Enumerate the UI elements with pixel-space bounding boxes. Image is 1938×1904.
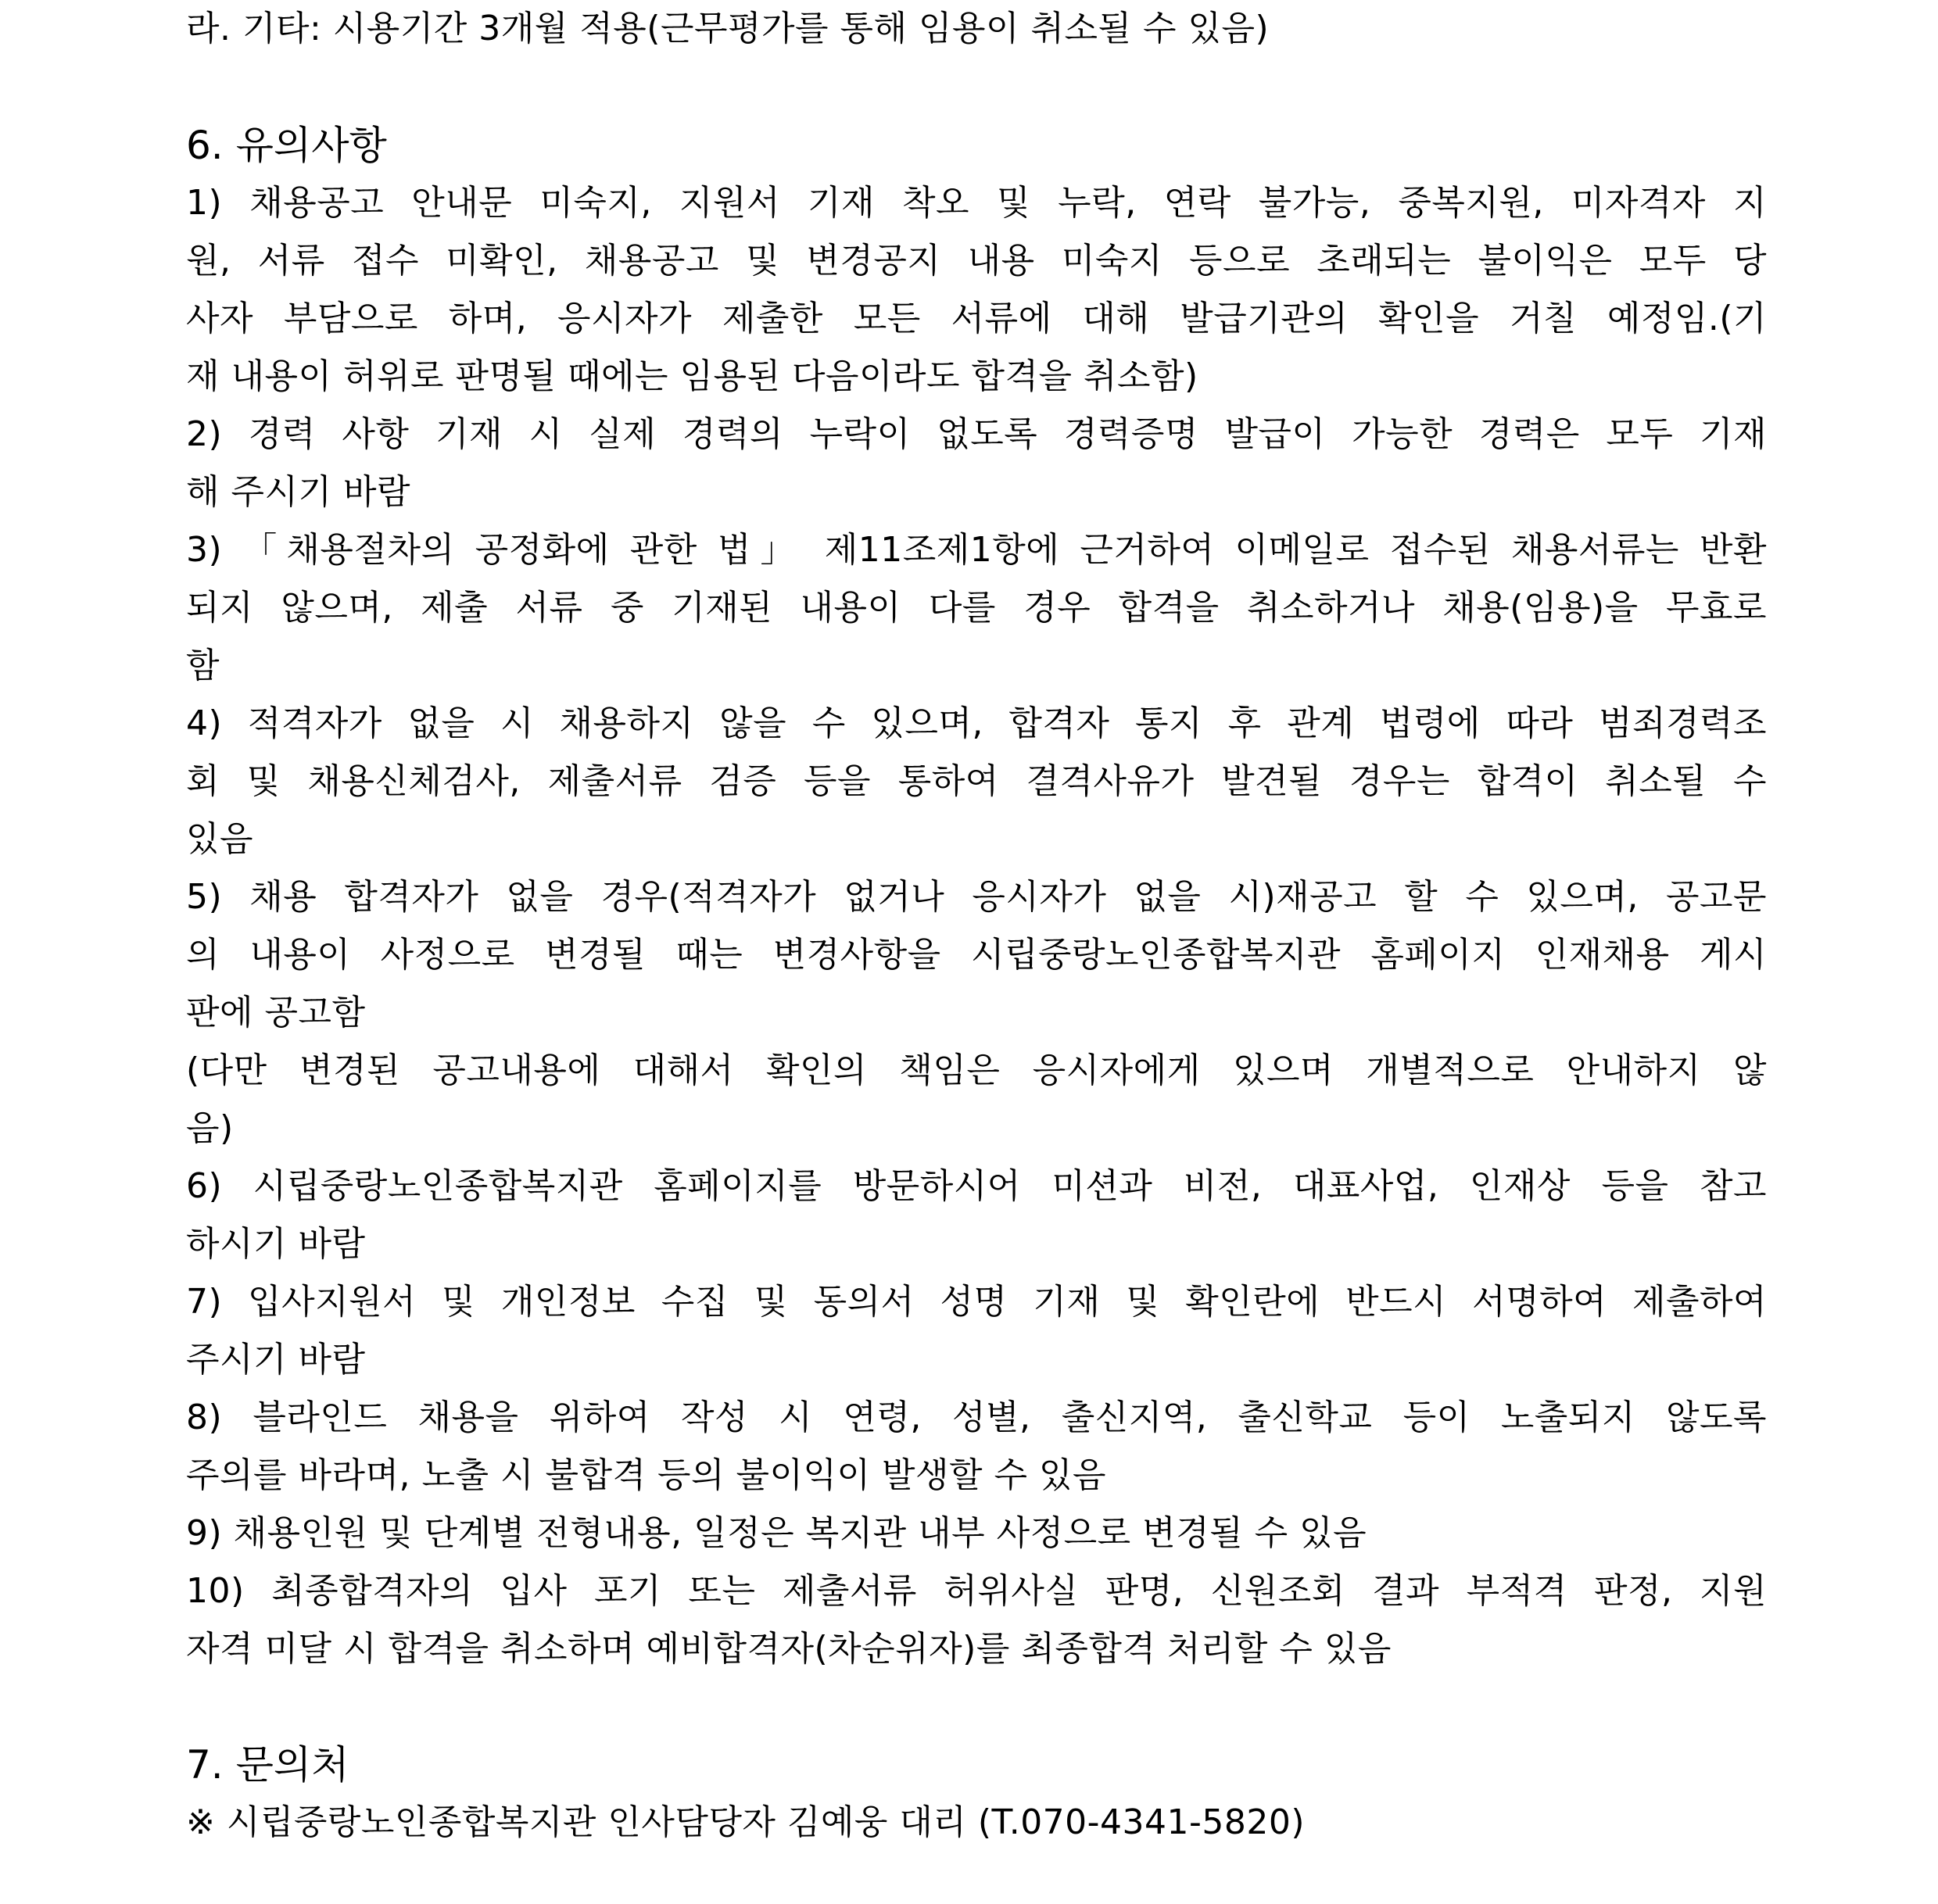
section-7-title: 7. 문의처 (186, 1742, 349, 1788)
other-terms-line: 라. 기타: 시용기간 3개월 적용(근무평가를 통해 임용이 취소될 수 있음) (186, 9, 1270, 48)
spacer (186, 58, 1767, 116)
note-line: 자격 미달 시 합격을 취소하며 예비합격자(차순위자)를 최종합격 처리할 수 있음 (186, 1629, 1392, 1669)
note-line: 10) 최종합격자의 입사 포기 또는 제출서류 허위사실 판명, 신원조회 결과 부적격 판정, 지원 (186, 1571, 1767, 1611)
note-line: 3) 「채용절차의 공정화에 관한 법」 제11조제1항에 근거하여 이메일로 접수된 채용서류는 반환 (186, 530, 1767, 570)
note-line: 판에 공고함 (186, 993, 366, 1033)
note-line: 1) 채용공고 안내문 미숙지, 지원서 기재 착오 및 누락, 연락 불가능, 중복지원, 미자격자 지 (186, 183, 1767, 223)
note-line: 함 (186, 646, 220, 685)
note-line: 재 내용이 허위로 판명될 때에는 임용된 다음이라도 합격을 취소함) (186, 356, 1198, 396)
note-line: 원, 서류 접수 미확인, 채용공고 및 변경공지 내용 미숙지 등으로 초래되는 불이익은 모두 당 (186, 241, 1767, 281)
note-line: 4) 적격자가 없을 시 채용하지 않을 수 있으며, 합격자 통지 후 관계 법령에 따라 범죄경력조 (186, 703, 1767, 743)
note-line: 의 내용이 사정으로 변경될 때는 변경사항을 시립중랑노인종합복지관 홈페이지 인재채용 게시 (186, 935, 1767, 975)
document-body (186, 0, 1767, 1852)
note-line: 되지 않으며, 제출 서류 중 기재된 내용이 다를 경우 합격을 취소하거나 채용(임용)을 무효로 (186, 588, 1767, 628)
note-line: 음) (186, 1108, 234, 1148)
spacer (186, 1678, 1767, 1736)
note-line: 하시기 바람 (186, 1224, 366, 1264)
note-line: 6) 시립중랑노인종합복지관 홈페이지를 방문하시어 미션과 비전, 대표사업, 인재상 등을 참고 (186, 1166, 1767, 1206)
note-line: 7) 입사지원서 및 개인정보 수집 및 동의서 성명 기재 및 확인란에 반드시 서명하여 제출하여 (186, 1282, 1767, 1322)
note-line: 2) 경력 사항 기재 시 실제 경력의 누락이 없도록 경력증명 발급이 가능한 경력은 모두 기재 (186, 414, 1767, 454)
note-line: 주시기 바람 (186, 1340, 366, 1380)
note-line: 9) 채용인원 및 단계별 전형내용, 일정은 복지관 내부 사정으로 변경될 수 있음 (186, 1513, 1367, 1553)
section-6-notes (186, 174, 1767, 1678)
note-line: 주의를 바라며, 노출 시 불합격 등의 불이익이 발생할 수 있음 (186, 1455, 1106, 1495)
note-line: 8) 블라인드 채용을 위하여 작성 시 연령, 성별, 출신지역, 출신학교 등이 노출되지 않도록 (186, 1398, 1767, 1437)
note-line: 해 주시기 바람 (186, 472, 410, 512)
note-line: (다만 변경된 공고내용에 대해서 확인의 책임은 응시자에게 있으며 개별적으로 안내하지 않 (186, 1050, 1767, 1090)
note-line: 있음 (186, 819, 254, 859)
note-line: 5) 채용 합격자가 없을 경우(적격자가 없거나 응시자가 없을 시)재공고 할 수 있으며, 공고문 (186, 877, 1767, 917)
contact-line: ※ 시립중랑노인종합복지관 인사담당자 김예웅 대리 (T.070-4341-5820) (186, 1802, 1306, 1842)
note-line: 회 및 채용신체검사, 제출서류 검증 등을 통하여 결격사유가 발견될 경우는 합격이 취소될 수 (186, 761, 1767, 801)
section-6-title: 6. 유의사항 (186, 123, 387, 168)
note-line: 사자 부담으로 하며, 응시자가 제출한 모든 서류에 대해 발급기관의 확인을 거칠 예정임.(기 (186, 299, 1767, 338)
